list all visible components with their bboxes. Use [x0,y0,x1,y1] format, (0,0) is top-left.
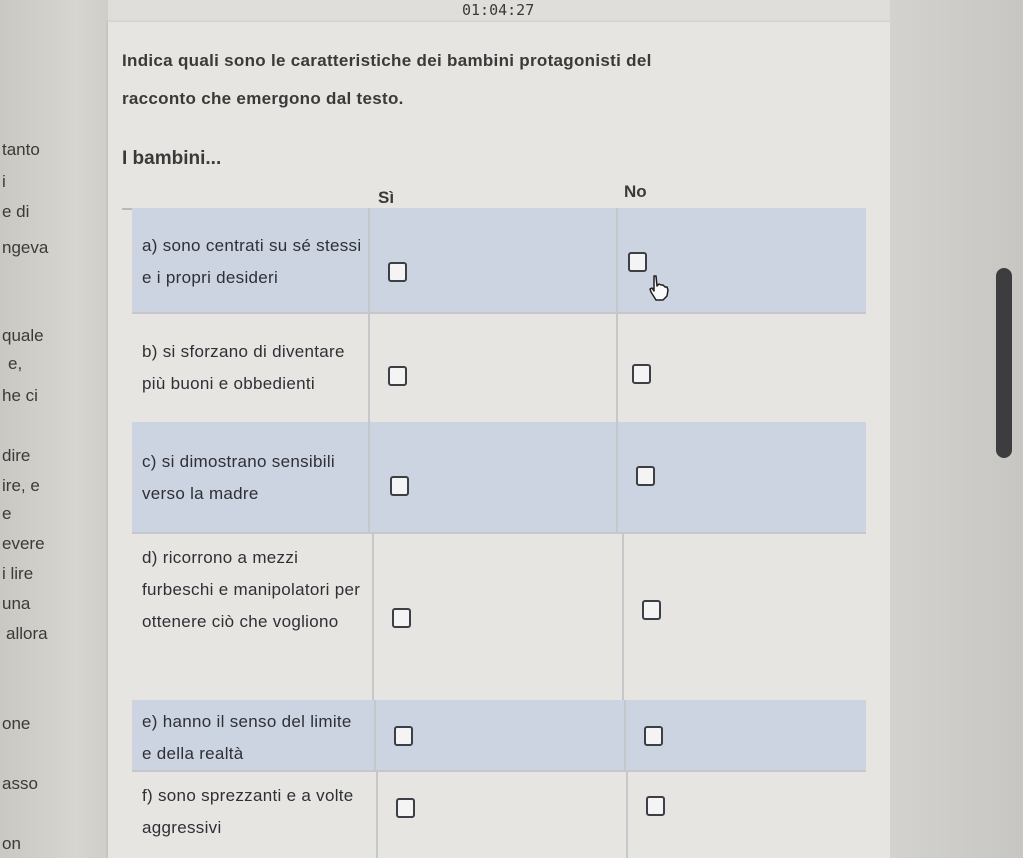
yes-checkbox[interactable] [392,608,411,628]
instruction-text [122,42,822,118]
left-word: e [2,504,12,523]
column-divider [616,422,618,532]
column-divider [616,208,618,312]
row-label: c) si dimostrano sensibili verso la madre [142,452,335,503]
table-row [132,532,866,702]
yes-checkbox[interactable] [388,366,407,386]
column-divider [624,700,626,770]
column-divider [622,532,624,700]
yes-checkbox[interactable] [394,726,413,746]
instruction-line-2: racconto che emergono dal testo. [122,89,404,108]
left-word: e di [2,202,30,221]
no-checkbox[interactable] [628,252,647,272]
yes-checkbox[interactable] [390,476,409,496]
timer: 01:04:27 [462,1,535,19]
row-label: b) si sforzano di diventare più buoni e obbedienti [142,342,345,393]
table-row [132,770,866,858]
column-divider [372,532,374,700]
table-header [122,160,862,210]
table-title: I bambini... [122,148,222,169]
table-row [132,422,866,534]
column-divider [368,312,370,422]
no-checkbox[interactable] [642,600,661,620]
yes-checkbox[interactable] [388,262,407,282]
column-header-no: No [624,182,647,201]
left-word: evere [2,534,45,553]
left-word: on [2,834,21,853]
left-word: ngeva [2,238,49,257]
column-divider [626,770,628,858]
column-divider [368,422,370,532]
row-label: d) ricorrono a mezzi furbeschi e manipolatori per ottenere ciò che vogliono [142,548,361,631]
left-page-margin [0,0,108,858]
left-word: i lire [2,564,34,583]
left-word: quale [2,326,44,345]
hand-cursor-icon [646,274,672,302]
left-word: asso [2,774,38,793]
no-checkbox[interactable] [646,796,665,816]
column-header-yes: Sì [378,188,395,207]
left-word: una [2,594,31,613]
no-checkbox[interactable] [632,364,651,384]
row-label: e) hanno il senso del limite e della realtà [142,712,352,763]
table-row [132,312,866,424]
left-word: ire, e [2,476,40,495]
row-label: a) sono centrati su sé stessi e i propri desideri [142,236,362,287]
column-divider [374,700,376,770]
scrollbar-thumb[interactable] [996,268,1012,458]
left-word: he ci [2,386,38,405]
table-row [132,208,866,314]
column-divider [368,208,370,312]
left-word: allora [6,624,48,643]
row-label: f) sono sprezzanti e a volte aggressivi [142,786,354,837]
left-word: one [2,714,31,733]
instruction-line-1: Indica quali sono le caratteristiche dei bambini protagonisti del [122,51,652,70]
column-divider [376,770,378,858]
no-checkbox[interactable] [636,466,655,486]
yes-checkbox[interactable] [396,798,415,818]
left-word: e, [8,354,23,373]
column-divider [616,312,618,422]
left-word: tanto [2,140,40,159]
left-word: dire [2,446,31,465]
left-word: i [2,172,6,191]
table-row [132,700,866,772]
no-checkbox[interactable] [644,726,663,746]
